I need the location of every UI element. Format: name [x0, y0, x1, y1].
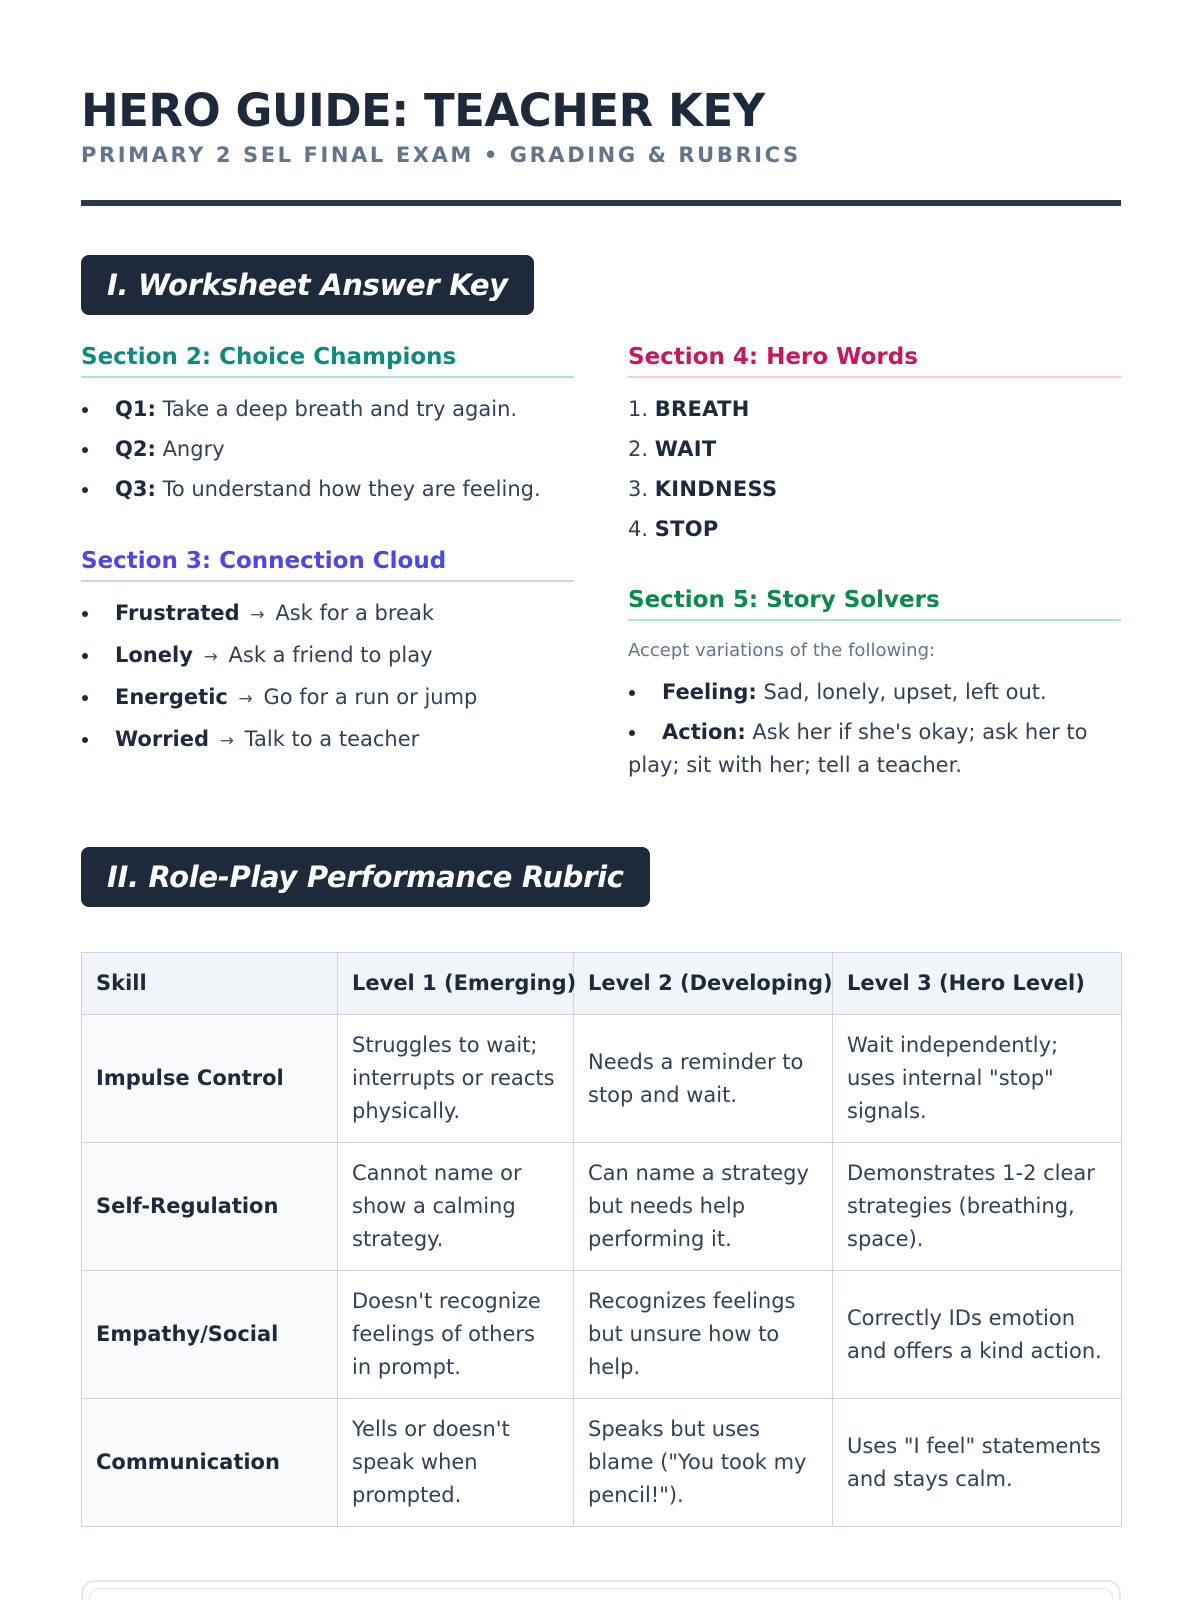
list-item: Q2: Angry	[81, 433, 574, 466]
notes-box	[81, 1580, 1121, 1600]
arrow-icon: →	[219, 731, 234, 751]
list-item: 2. WAIT	[628, 437, 717, 461]
column-header: Level 2 (Developing)	[574, 953, 833, 1015]
part2-heading: II. Role-Play Performance Rubric	[81, 847, 650, 907]
table-cell: Yells or doesn't speak when prompted.	[338, 1399, 574, 1527]
part1-heading: I. Worksheet Answer Key	[81, 255, 534, 315]
list-item: Frustrated → Ask for a break	[81, 597, 574, 632]
table-row	[82, 1399, 1122, 1527]
section5-title: Section 5: Story Solvers	[628, 587, 1121, 621]
column-header: Level 3 (Hero Level)	[833, 953, 1122, 1015]
list-item: 3. KINDNESS	[628, 477, 778, 501]
page-subtitle: PRIMARY 2 SEL FINAL EXAM • GRADING & RUBRICS	[81, 143, 801, 167]
section4-title: Section 4: Hero Words	[628, 344, 1121, 378]
arrow-icon: →	[238, 689, 253, 709]
arrow-icon: →	[250, 605, 265, 625]
section5-list	[628, 676, 1121, 789]
table-cell: Doesn't recognize feelings of others in prompt.	[338, 1271, 574, 1399]
list-item: 4. STOP	[628, 517, 719, 541]
section5-note: Accept variations of the following:	[628, 640, 936, 661]
skill-cell: Self-Regulation	[82, 1143, 338, 1271]
list-item: Worried → Talk to a teacher	[81, 723, 574, 758]
table-row	[82, 1143, 1122, 1271]
page-title: HERO GUIDE: TEACHER KEY	[81, 84, 765, 137]
list-item: Q1: Take a deep breath and try again.	[81, 393, 574, 426]
table-cell: Correctly IDs emotion and offers a kind action.	[833, 1271, 1122, 1399]
section2-list	[81, 393, 574, 513]
list-item: Feeling: Sad, lonely, upset, left out.	[628, 676, 1121, 709]
table-row	[82, 1271, 1122, 1399]
table-cell: Recognizes feelings but unsure how to help.	[574, 1271, 833, 1399]
notes-box-inner	[89, 1588, 1113, 1600]
table-cell: Can name a strategy but needs help performing it.	[574, 1143, 833, 1271]
table-cell: Struggles to wait; interrupts or reacts physically.	[338, 1015, 574, 1143]
section2-title: Section 2: Choice Champions	[81, 344, 574, 378]
skill-cell: Empathy/Social	[82, 1271, 338, 1399]
table-cell: Speaks but uses blame ("You took my pencil!").	[574, 1399, 833, 1527]
skill-cell: Impulse Control	[82, 1015, 338, 1143]
table-cell: Cannot name or show a calming strategy.	[338, 1143, 574, 1271]
skill-cell: Communication	[82, 1399, 338, 1527]
table-cell: Demonstrates 1-2 clear strategies (breathing, space).	[833, 1143, 1122, 1271]
list-item: Energetic → Go for a run or jump	[81, 681, 574, 716]
arrow-icon: →	[203, 647, 218, 667]
list-item: 1. BREATH	[628, 397, 750, 421]
table-cell: Uses "I feel" statements and stays calm.	[833, 1399, 1122, 1527]
rubric-table	[81, 952, 1122, 1527]
section3-list	[81, 597, 574, 765]
title-divider	[81, 200, 1121, 206]
table-cell: Needs a reminder to stop and wait.	[574, 1015, 833, 1143]
list-item: Lonely → Ask a friend to play	[81, 639, 574, 674]
table-row	[82, 1015, 1122, 1143]
column-header: Level 1 (Emerging)	[338, 953, 574, 1015]
column-header: Skill	[82, 953, 338, 1015]
section4-list	[628, 393, 1121, 553]
list-item: Q3: To understand how they are feeling.	[81, 473, 574, 506]
table-cell: Wait independently; uses internal "stop" signals.	[833, 1015, 1122, 1143]
list-item: Action: Ask her if she's okay; ask her to play; sit with her; tell a teacher.	[628, 716, 1121, 782]
table-header-row	[82, 953, 1122, 1015]
section3-title: Section 3: Connection Cloud	[81, 548, 574, 582]
